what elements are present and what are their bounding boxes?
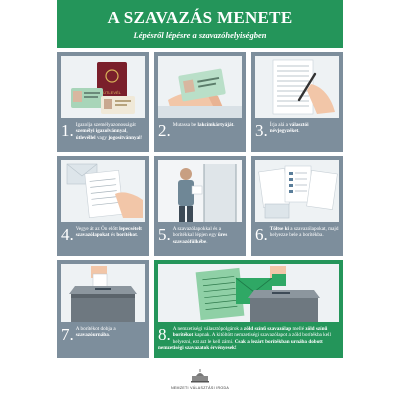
page-title: A SZAVAZÁS MENETE (107, 8, 293, 27)
caption-text: A nemzetiségi választópolgárok a zöld színű szavazólap mellé zöld színű borítékot kapnak. A kitöltött nemzetiségi szavazólapot a zöld borítékba kell helyezni, ezt azt le kell zárni. Csak a lezárt borítékban urnába dobott nemzetiségi szavazatok érvényesek! (158, 326, 331, 352)
step-caption-1 (61, 122, 145, 141)
receive-ballots-illustration (61, 160, 145, 222)
organization-name: NEMZETI VÁLASZTÁSI IRODA (170, 386, 230, 390)
caption-text: Mutassa be lakcímkártyáját. (172, 122, 235, 128)
passport-label: ÚTLEVÉL (103, 90, 121, 95)
caption-text: Vegye át az Ön előtt lepecsételt szavazólapokat és borítékot. (75, 226, 142, 239)
caption-text: A borítékot dobja a szavazóurnába. (75, 326, 116, 339)
step-card-8 (154, 260, 343, 358)
step-card-7 (57, 260, 149, 358)
step-caption-2 (158, 122, 242, 138)
step-caption-6 (255, 226, 339, 242)
caption-text: Írja alá a választói névjegyzéket. (269, 122, 309, 135)
step-card-2 (154, 52, 246, 152)
caption-text: Töltse ki a szavazólapokat, majd helyezze bele a borítékba. (269, 226, 339, 239)
voting-booth-illustration (158, 160, 242, 222)
address-card-illustration (158, 56, 242, 118)
step-card-1 (57, 52, 149, 152)
step-card-5 (154, 156, 246, 256)
step-number: 4. (61, 225, 74, 244)
step-number: 2. (158, 121, 171, 140)
sign-register-illustration (255, 56, 339, 118)
step-number: 8. (158, 325, 171, 344)
page-subtitle: Lépésről lépésre a szavazóhelyiségben (133, 30, 267, 40)
step-card-6 (251, 156, 343, 256)
id-documents-illustration (61, 56, 145, 118)
step-caption-3 (255, 122, 339, 138)
step-card-4 (57, 156, 149, 256)
step-number: 1. (61, 121, 74, 140)
caption-text: A szavazólapokkal és a borítékkal lépjen egy üres szavazófülkébe. (172, 226, 228, 245)
poster (57, 0, 343, 400)
step-caption-8 (158, 326, 339, 352)
parliament-building-logo (190, 368, 210, 384)
step-card-3 (251, 52, 343, 152)
caption-text: Igazolja személyazonosságát személyi igazolvánnyal, útlevéllel vagy jogosítvánnyal! (75, 122, 143, 141)
ballot-box-illustration (61, 264, 145, 322)
step-number: 7. (61, 325, 74, 344)
step-caption-7 (61, 326, 145, 342)
step-caption-4 (61, 226, 145, 242)
header-banner (57, 0, 343, 48)
step-number: 6. (255, 225, 268, 244)
step-caption-5 (158, 226, 242, 245)
nationality-ballot-illustration (158, 264, 339, 322)
fill-ballots-illustration (255, 160, 339, 222)
step-number: 3. (255, 121, 268, 140)
step-number: 5. (158, 225, 171, 244)
footer (57, 356, 343, 400)
